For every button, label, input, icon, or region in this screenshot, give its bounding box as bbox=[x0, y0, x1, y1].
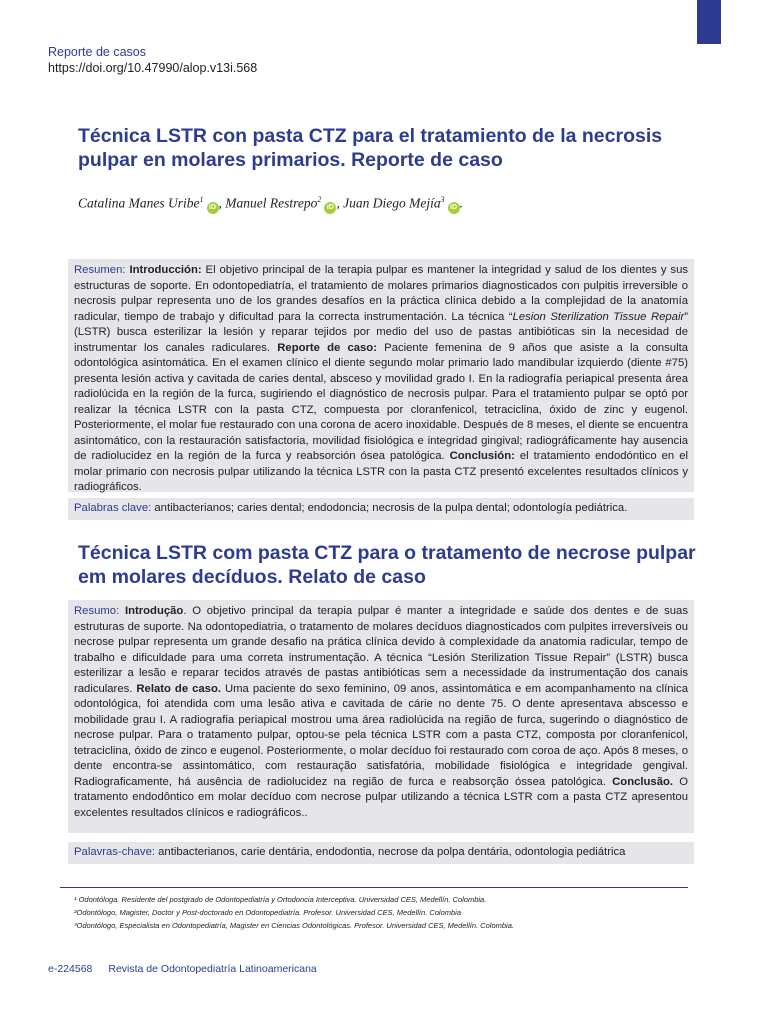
keywords-label: Palavras-chave: bbox=[74, 846, 155, 858]
technique-name: Lesion Sterilization Tissue Repair bbox=[512, 310, 685, 323]
title-portuguese: Técnica LSTR com pasta CTZ para o tratamento de necrose pulpar em molares decíduos. Relato de caso bbox=[78, 542, 696, 588]
footnote-item: ²Odontólogo, Magister, Doctor y Post-doctorado en Odontopediatría. Profesor. Universidad CES, Medellín. Colombia bbox=[74, 908, 462, 917]
author-name: Manuel Restrepo bbox=[225, 195, 318, 211]
author-separator: . bbox=[459, 195, 463, 211]
article-id: e-224568 bbox=[48, 963, 93, 975]
author-separator: , bbox=[336, 195, 344, 211]
footnote-item: ³Odontólogo, Especialista en Odontopediatría, Magister en Ciencias Odontológicas. Profesor. Universidad CES, Medellín. Colombia. bbox=[74, 921, 514, 930]
footnotes bbox=[74, 893, 514, 932]
title-spanish: Técnica LSTR con pasta CTZ para el tratamiento de la necrosis pulpar en molares primarios. Reporte de caso bbox=[78, 125, 663, 171]
intro-text: El objetivo principal de la terapia pulpar es mantener la integridad y salud de los dientes y sus estructuras de soporte. En odontopediatría, el tratamiento de molares primarios diagnosticados con pulpitis irreversible o necrosis pulpar representa uno de los grandes desafíos en la práctica clínica debido a la complejidad de la anatomía radicular, tiempo de trabajo y dificultad para la correcta instrumentación. La técnica “ bbox=[74, 264, 688, 323]
case-heading: Relato de caso. bbox=[132, 682, 221, 695]
intro-tail: ” (LSTR) busca esterilizar la lesión y reparar tejidos por medio del uso de pastas antibióticas sin la necesidad de instrumentar los canales radiculares. bbox=[74, 310, 688, 354]
author-list bbox=[78, 190, 463, 214]
intro-heading: Introducción: bbox=[129, 264, 202, 276]
abstract-portuguese bbox=[68, 600, 694, 833]
author-name: Catalina Manes Uribe bbox=[78, 195, 200, 211]
author-separator: , bbox=[218, 195, 226, 211]
conclusion-heading: Conclusão. bbox=[605, 775, 674, 788]
intro-heading: Introdução bbox=[119, 605, 184, 617]
case-text: Uma paciente do sexo feminino, 09 anos, assintomática e em acompanhamento na clínica odontológica, foi atendida com uma lesão ativa e cavitada de cárie no dente 75. O dente apresentava abscesso e mobilidade grau I. A radiografia periapical mostrou uma área radiolúcida na região de furca, sugerindo o diagnóstico de necrose pulpar. Para o tratamento pulpar, optou-se pela técnica LSTR com a pasta CTZ, composta por cloranfenicol, tetraciclina, óxido de zinco e eugenol. Posteriormente, o molar decíduo foi restaurado com coroa de aço. Após 8 meses, o dente encontra-se assintomático, com restauração satisfatória, mobilidade fisiológica e integridade gengival. Radiograficamente, há ausência de radiolucidez na região de furca e reabsorção óssea patológica. bbox=[74, 682, 688, 788]
abstract-label: Resumo: bbox=[74, 605, 120, 617]
orcid-icon[interactable]: iD bbox=[324, 202, 336, 214]
author-affiliation-mark: 1 bbox=[199, 195, 204, 204]
section-label: Reporte de casos bbox=[48, 45, 146, 59]
author-affiliation-mark: 3 bbox=[440, 195, 445, 204]
conclusion-text: el tratamiento endodóntico en el molar primario con necrosis pulpar utilizando la técnica LSTR con la pasta CTZ presentó excelentes resultados clínicos y radiográficos. bbox=[74, 450, 688, 493]
journal-name: Revista de Odontopediatría Latinoamericana bbox=[108, 963, 317, 975]
author-affiliation-mark: 2 bbox=[317, 195, 322, 204]
article-header bbox=[48, 44, 257, 76]
orcid-icon[interactable]: iD bbox=[207, 202, 219, 214]
intro-text: . O objetivo principal da terapia pulpar é manter a integridade e saúde dos dentes e de suas estruturas de suporte. Na odontopediatria, o tratamento de molares decíduos diagnosticados com pulpites irreversíveis ou necrose pulpar representa um grande desafio na prática clínica devido à complexidade da anatomia radicular, tempo de trabalho e dificuldade para uma correta instrumentação. A técnica “Lesión Sterilization Tissue Repair” (LSTR) busca esterilizar a lesão e reparar tecidos através de pastas antibióticas sem a necessidade da instrumentação dos canais radiculares. bbox=[74, 605, 688, 695]
keywords-spanish bbox=[68, 498, 694, 520]
keywords-portuguese bbox=[68, 842, 694, 864]
footnote-item: ¹ Odontóloga. Residente del postgrado de Odontopediatría y Ortodoncia Interceptiva. Universidad CES, Medellín. Colombia. bbox=[74, 895, 487, 904]
abstract-label: Resumen: bbox=[74, 264, 126, 276]
keywords-text: antibacterianos, carie dentária, endodontia, necrose da polpa dentária, odontologia pediátrica bbox=[155, 846, 626, 858]
doi-link[interactable]: https://doi.org/10.47990/alop.v13i.568 bbox=[48, 61, 258, 75]
abstract-spanish bbox=[68, 259, 694, 492]
case-heading: Reporte de caso: bbox=[270, 341, 377, 354]
keywords-text: antibacterianos; caries dental; endodoncia; necrosis de la pulpa dental; odontología pediátrica. bbox=[151, 502, 628, 514]
author-name: Juan Diego Mejía bbox=[343, 195, 441, 211]
footnote-divider bbox=[60, 887, 688, 888]
conclusion-text: O tratamento endodôntico em molar decíduo com necrose pulpar utilizando a técnica LSTR com a pasta CTZ apresentou excelentes resultados clínicos e radiográficos.. bbox=[74, 775, 688, 819]
corner-accent-bar bbox=[697, 0, 721, 44]
keywords-label: Palabras clave: bbox=[74, 502, 152, 514]
orcid-icon[interactable]: iD bbox=[448, 202, 460, 214]
conclusion-heading: Conclusión: bbox=[449, 450, 515, 462]
page-footer bbox=[48, 963, 317, 975]
case-text: Paciente femenina de 9 años que asiste a la consulta odontológica asintomática. En el examen clínico el diente segundo molar primario lado mandibular izquierdo (diente #75) presenta lesión activa y cavitada de caries dental, absceso y movilidad grado I. En la radiografía periapical presenta área radiolúcida en la región de la furca, sugiriendo el diagnóstico de necrosis pulpar. Para el tratamiento pulpar se optó por realizar la técnica LSTR con la pasta CTZ, compuesta por cloranfenicol, tetraciclina, óxido de zinc y eugenol. Posteriormente, el molar fue restaurado con una corona de acero inoxidable. Después de 8 meses, el diente se encuentra asintomático, con la restauración satisfactoria, movilidad fisiológica e integridad gingival; radiográficamente hay ausencia de radiolucidez en la región de la furca y reabsorción ósea patológica. bbox=[74, 341, 688, 462]
